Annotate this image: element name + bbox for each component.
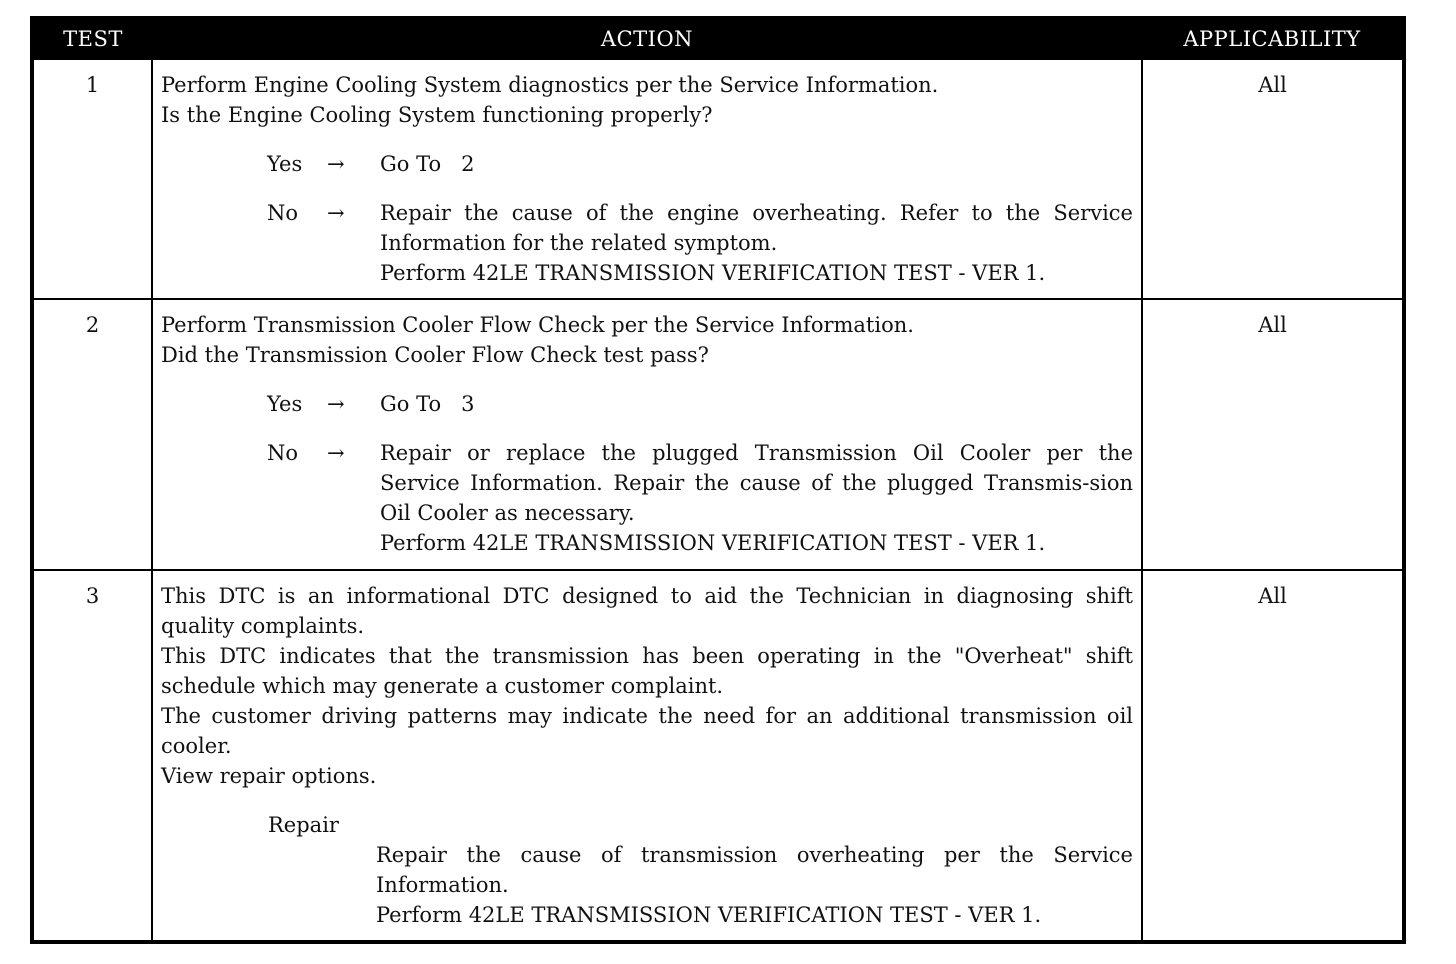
action-cell (152, 299, 1142, 570)
arrow-right-icon: → (327, 201, 345, 225)
header-test: TEST (32, 18, 152, 59)
test-number: 3 (32, 570, 152, 942)
no-response (161, 438, 1133, 558)
arrow-right-icon: → (327, 392, 345, 416)
applicability-cell: All (1142, 299, 1404, 570)
yes-response (161, 389, 1133, 419)
repair-text-line: Perform 42LE TRANSMISSION VERIFICATION TEST - VER 1. (376, 903, 1042, 927)
repair-label: Repair (268, 813, 339, 837)
table-row (32, 570, 1404, 942)
test-number: 2 (32, 299, 152, 570)
repair-option (161, 810, 1133, 930)
repair-text-line: Repair the cause of transmission overheating per the Service Information. (376, 843, 1133, 897)
header-applicability: APPLICABILITY (1142, 18, 1404, 59)
yes-text: Go To 2 (380, 152, 475, 176)
yes-text: Go To 3 (380, 392, 475, 416)
no-response (161, 198, 1133, 288)
table-row (32, 299, 1404, 570)
no-text (380, 198, 1133, 288)
applicability-cell: All (1142, 59, 1404, 299)
no-text-line: Perform 42LE TRANSMISSION VERIFICATION TEST - VER 1. (380, 531, 1046, 555)
arrow-right-icon: → (327, 152, 345, 176)
question-line: Is the Engine Cooling System functioning properly? (161, 103, 713, 127)
info-paragraph: This DTC indicates that the transmission has been operating in the "Overheat" shift schedule which may generate a customer complaint. (161, 644, 1133, 698)
diagnostic-table (30, 16, 1406, 944)
arrow-right-icon: → (327, 441, 345, 465)
yes-response (161, 149, 1133, 179)
table-row (32, 59, 1404, 299)
question-line: Perform Transmission Cooler Flow Check per the Service Information. (161, 313, 914, 337)
yes-label: Yes (267, 392, 303, 416)
diagnostic-document (30, 16, 1402, 944)
no-label: No (267, 441, 299, 465)
info-paragraph: View repair options. (161, 764, 377, 788)
question-line: Perform Engine Cooling System diagnostics per the Service Information. (161, 73, 939, 97)
info-paragraph: The customer driving patterns may indicate the need for an additional transmission oil cooler. (161, 704, 1133, 758)
no-text-line: Perform 42LE TRANSMISSION VERIFICATION TEST - VER 1. (380, 261, 1046, 285)
test-number: 1 (32, 59, 152, 299)
action-cell (152, 570, 1142, 942)
no-text-line: Repair the cause of the engine overheating. Refer to the Service Information for the related symptom. (380, 201, 1133, 255)
no-text (380, 438, 1133, 558)
no-text-line: Repair or replace the plugged Transmission Oil Cooler per the Service Information. Repair the cause of the plugged Transmis-sion Oil Cooler as necessary. (380, 441, 1133, 525)
action-cell (152, 59, 1142, 299)
table-header-row (32, 18, 1404, 59)
no-label: No (267, 201, 299, 225)
question-line: Did the Transmission Cooler Flow Check test pass? (161, 343, 709, 367)
header-action: ACTION (152, 18, 1142, 59)
applicability-cell: All (1142, 570, 1404, 942)
repair-text (376, 840, 1133, 930)
info-paragraph: This DTC is an informational DTC designed to aid the Technician in diagnosing shift quality complaints. (161, 584, 1133, 638)
yes-label: Yes (267, 152, 303, 176)
